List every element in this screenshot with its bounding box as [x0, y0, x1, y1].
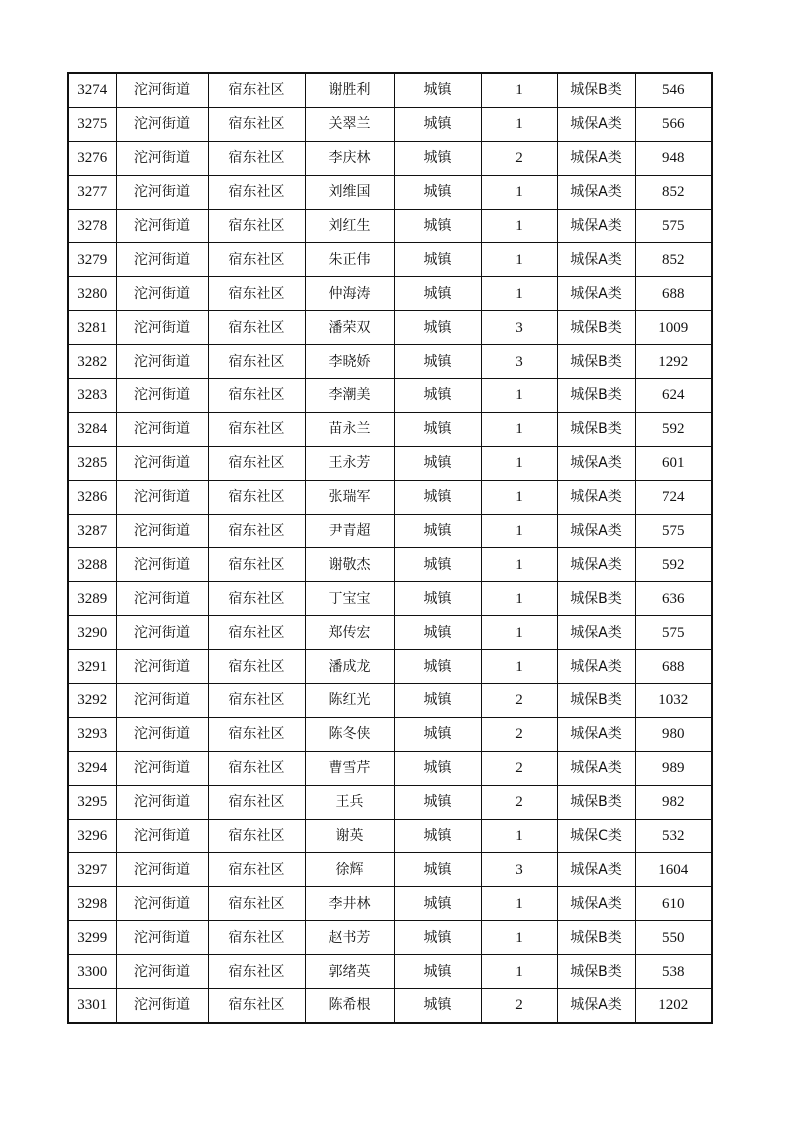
- cell-amount: 1202: [635, 989, 712, 1023]
- cell-insurance-category: 城保A类: [557, 141, 635, 175]
- cell-community: 宿东社区: [208, 480, 305, 514]
- cell-name: 李晓娇: [305, 345, 394, 379]
- cell-household-type: 城镇: [394, 107, 481, 141]
- cell-household-type: 城镇: [394, 785, 481, 819]
- cell-name: 尹青超: [305, 514, 394, 548]
- cell-community: 宿东社区: [208, 446, 305, 480]
- cell-street: 沱河街道: [116, 853, 208, 887]
- cell-street: 沱河街道: [116, 209, 208, 243]
- cell-serial-number: 3298: [68, 887, 116, 921]
- cell-serial-number: 3288: [68, 548, 116, 582]
- cell-member-count: 2: [481, 989, 557, 1023]
- cell-amount: 688: [635, 650, 712, 684]
- cell-name: 朱正伟: [305, 243, 394, 277]
- cell-community: 宿东社区: [208, 379, 305, 413]
- cell-household-type: 城镇: [394, 345, 481, 379]
- cell-household-type: 城镇: [394, 582, 481, 616]
- cell-member-count: 1: [481, 446, 557, 480]
- cell-household-type: 城镇: [394, 548, 481, 582]
- cell-community: 宿东社区: [208, 514, 305, 548]
- cell-serial-number: 3277: [68, 175, 116, 209]
- cell-household-type: 城镇: [394, 73, 481, 107]
- cell-street: 沱河街道: [116, 243, 208, 277]
- cell-street: 沱河街道: [116, 819, 208, 853]
- cell-member-count: 1: [481, 175, 557, 209]
- cell-name: 陈希根: [305, 989, 394, 1023]
- cell-insurance-category: 城保B类: [557, 921, 635, 955]
- cell-insurance-category: 城保A类: [557, 989, 635, 1023]
- cell-member-count: 1: [481, 582, 557, 616]
- cell-insurance-category: 城保A类: [557, 853, 635, 887]
- cell-insurance-category: 城保B类: [557, 955, 635, 989]
- cell-amount: 610: [635, 887, 712, 921]
- cell-insurance-category: 城保A类: [557, 480, 635, 514]
- cell-street: 沱河街道: [116, 107, 208, 141]
- cell-name: 李庆林: [305, 141, 394, 175]
- cell-household-type: 城镇: [394, 141, 481, 175]
- cell-member-count: 1: [481, 616, 557, 650]
- cell-amount: 1604: [635, 853, 712, 887]
- cell-street: 沱河街道: [116, 345, 208, 379]
- cell-amount: 550: [635, 921, 712, 955]
- table-row: [68, 209, 712, 243]
- cell-community: 宿东社区: [208, 175, 305, 209]
- cell-household-type: 城镇: [394, 243, 481, 277]
- cell-amount: 546: [635, 73, 712, 107]
- cell-insurance-category: 城保B类: [557, 73, 635, 107]
- cell-insurance-category: 城保B类: [557, 345, 635, 379]
- cell-serial-number: 3300: [68, 955, 116, 989]
- cell-name: 丁宝宝: [305, 582, 394, 616]
- table-row: [68, 955, 712, 989]
- table-row: [68, 785, 712, 819]
- cell-street: 沱河街道: [116, 548, 208, 582]
- table-row: [68, 514, 712, 548]
- cell-member-count: 1: [481, 921, 557, 955]
- cell-member-count: 1: [481, 887, 557, 921]
- table-row: [68, 73, 712, 107]
- cell-household-type: 城镇: [394, 209, 481, 243]
- cell-household-type: 城镇: [394, 684, 481, 718]
- cell-name: 李井林: [305, 887, 394, 921]
- cell-member-count: 2: [481, 141, 557, 175]
- cell-member-count: 1: [481, 73, 557, 107]
- cell-household-type: 城镇: [394, 887, 481, 921]
- cell-street: 沱河街道: [116, 175, 208, 209]
- cell-member-count: 2: [481, 684, 557, 718]
- cell-street: 沱河街道: [116, 480, 208, 514]
- cell-insurance-category: 城保B类: [557, 311, 635, 345]
- cell-community: 宿东社区: [208, 751, 305, 785]
- cell-amount: 601: [635, 446, 712, 480]
- cell-community: 宿东社区: [208, 107, 305, 141]
- cell-serial-number: 3281: [68, 311, 116, 345]
- cell-serial-number: 3274: [68, 73, 116, 107]
- cell-amount: 538: [635, 955, 712, 989]
- cell-street: 沱河街道: [116, 887, 208, 921]
- table-row: [68, 853, 712, 887]
- cell-member-count: 1: [481, 955, 557, 989]
- cell-street: 沱河街道: [116, 73, 208, 107]
- cell-amount: 948: [635, 141, 712, 175]
- cell-serial-number: 3284: [68, 412, 116, 446]
- cell-insurance-category: 城保A类: [557, 548, 635, 582]
- table-row: [68, 311, 712, 345]
- cell-community: 宿东社区: [208, 73, 305, 107]
- cell-name: 陈红光: [305, 684, 394, 718]
- cell-insurance-category: 城保A类: [557, 175, 635, 209]
- cell-name: 潘成龙: [305, 650, 394, 684]
- cell-serial-number: 3287: [68, 514, 116, 548]
- cell-community: 宿东社区: [208, 717, 305, 751]
- cell-community: 宿东社区: [208, 853, 305, 887]
- cell-community: 宿东社区: [208, 887, 305, 921]
- cell-name: 刘红生: [305, 209, 394, 243]
- cell-community: 宿东社区: [208, 277, 305, 311]
- cell-household-type: 城镇: [394, 514, 481, 548]
- cell-name: 王兵: [305, 785, 394, 819]
- cell-amount: 980: [635, 717, 712, 751]
- table-row: [68, 684, 712, 718]
- cell-name: 张瑞军: [305, 480, 394, 514]
- cell-community: 宿东社区: [208, 921, 305, 955]
- cell-serial-number: 3290: [68, 616, 116, 650]
- table-row: [68, 107, 712, 141]
- cell-household-type: 城镇: [394, 277, 481, 311]
- table-row: [68, 819, 712, 853]
- cell-member-count: 1: [481, 209, 557, 243]
- cell-serial-number: 3285: [68, 446, 116, 480]
- cell-household-type: 城镇: [394, 412, 481, 446]
- cell-street: 沱河街道: [116, 311, 208, 345]
- cell-amount: 688: [635, 277, 712, 311]
- cell-member-count: 1: [481, 412, 557, 446]
- cell-street: 沱河街道: [116, 989, 208, 1023]
- cell-name: 刘维国: [305, 175, 394, 209]
- cell-street: 沱河街道: [116, 379, 208, 413]
- cell-amount: 852: [635, 175, 712, 209]
- cell-insurance-category: 城保A类: [557, 446, 635, 480]
- cell-member-count: 2: [481, 717, 557, 751]
- cell-insurance-category: 城保A类: [557, 887, 635, 921]
- cell-street: 沱河街道: [116, 616, 208, 650]
- cell-amount: 575: [635, 616, 712, 650]
- roster-table-body: [68, 73, 712, 1023]
- table-row: [68, 412, 712, 446]
- table-row: [68, 446, 712, 480]
- cell-member-count: 1: [481, 277, 557, 311]
- cell-community: 宿东社区: [208, 989, 305, 1023]
- cell-member-count: 1: [481, 243, 557, 277]
- cell-serial-number: 3295: [68, 785, 116, 819]
- cell-serial-number: 3276: [68, 141, 116, 175]
- table-row: [68, 480, 712, 514]
- cell-household-type: 城镇: [394, 921, 481, 955]
- cell-street: 沱河街道: [116, 684, 208, 718]
- cell-community: 宿东社区: [208, 209, 305, 243]
- cell-community: 宿东社区: [208, 819, 305, 853]
- cell-street: 沱河街道: [116, 717, 208, 751]
- cell-household-type: 城镇: [394, 853, 481, 887]
- cell-insurance-category: 城保B类: [557, 582, 635, 616]
- cell-community: 宿东社区: [208, 412, 305, 446]
- cell-member-count: 2: [481, 785, 557, 819]
- cell-street: 沱河街道: [116, 650, 208, 684]
- cell-street: 沱河街道: [116, 514, 208, 548]
- cell-insurance-category: 城保C类: [557, 819, 635, 853]
- cell-serial-number: 3293: [68, 717, 116, 751]
- cell-serial-number: 3275: [68, 107, 116, 141]
- cell-street: 沱河街道: [116, 277, 208, 311]
- roster-table: [67, 72, 713, 1024]
- cell-household-type: 城镇: [394, 717, 481, 751]
- cell-insurance-category: 城保A类: [557, 616, 635, 650]
- cell-serial-number: 3301: [68, 989, 116, 1023]
- table-row: [68, 650, 712, 684]
- cell-community: 宿东社区: [208, 311, 305, 345]
- cell-insurance-category: 城保B类: [557, 379, 635, 413]
- cell-amount: 1009: [635, 311, 712, 345]
- table-row: [68, 751, 712, 785]
- table-row: [68, 277, 712, 311]
- table-row: [68, 175, 712, 209]
- cell-name: 陈冬侠: [305, 717, 394, 751]
- cell-serial-number: 3278: [68, 209, 116, 243]
- table-row: [68, 887, 712, 921]
- cell-amount: 852: [635, 243, 712, 277]
- cell-community: 宿东社区: [208, 650, 305, 684]
- cell-serial-number: 3286: [68, 480, 116, 514]
- table-row: [68, 243, 712, 277]
- cell-serial-number: 3297: [68, 853, 116, 887]
- cell-member-count: 1: [481, 548, 557, 582]
- cell-household-type: 城镇: [394, 311, 481, 345]
- table-row: [68, 921, 712, 955]
- cell-community: 宿东社区: [208, 243, 305, 277]
- cell-serial-number: 3296: [68, 819, 116, 853]
- cell-community: 宿东社区: [208, 345, 305, 379]
- table-row: [68, 989, 712, 1023]
- cell-community: 宿东社区: [208, 548, 305, 582]
- cell-insurance-category: 城保A类: [557, 717, 635, 751]
- cell-amount: 592: [635, 548, 712, 582]
- cell-serial-number: 3294: [68, 751, 116, 785]
- cell-member-count: 3: [481, 311, 557, 345]
- table-row: [68, 582, 712, 616]
- table-row: [68, 345, 712, 379]
- cell-amount: 1292: [635, 345, 712, 379]
- cell-member-count: 2: [481, 751, 557, 785]
- cell-household-type: 城镇: [394, 650, 481, 684]
- cell-name: 谢敬杰: [305, 548, 394, 582]
- cell-serial-number: 3280: [68, 277, 116, 311]
- cell-household-type: 城镇: [394, 175, 481, 209]
- cell-name: 关翠兰: [305, 107, 394, 141]
- cell-insurance-category: 城保A类: [557, 243, 635, 277]
- cell-insurance-category: 城保B类: [557, 785, 635, 819]
- cell-serial-number: 3299: [68, 921, 116, 955]
- cell-street: 沱河街道: [116, 446, 208, 480]
- cell-name: 苗永兰: [305, 412, 394, 446]
- table-row: [68, 548, 712, 582]
- cell-member-count: 1: [481, 107, 557, 141]
- cell-amount: 1032: [635, 684, 712, 718]
- cell-name: 赵书芳: [305, 921, 394, 955]
- cell-serial-number: 3289: [68, 582, 116, 616]
- cell-member-count: 1: [481, 650, 557, 684]
- cell-name: 谢英: [305, 819, 394, 853]
- cell-household-type: 城镇: [394, 955, 481, 989]
- cell-street: 沱河街道: [116, 141, 208, 175]
- cell-insurance-category: 城保B类: [557, 412, 635, 446]
- cell-household-type: 城镇: [394, 446, 481, 480]
- cell-community: 宿东社区: [208, 141, 305, 175]
- cell-community: 宿东社区: [208, 684, 305, 718]
- cell-household-type: 城镇: [394, 379, 481, 413]
- cell-name: 曹雪芹: [305, 751, 394, 785]
- table-row: [68, 717, 712, 751]
- cell-name: 郭绪英: [305, 955, 394, 989]
- cell-serial-number: 3279: [68, 243, 116, 277]
- cell-amount: 636: [635, 582, 712, 616]
- cell-name: 王永芳: [305, 446, 394, 480]
- cell-insurance-category: 城保A类: [557, 277, 635, 311]
- cell-serial-number: 3283: [68, 379, 116, 413]
- cell-community: 宿东社区: [208, 785, 305, 819]
- table-row: [68, 141, 712, 175]
- cell-name: 谢胜利: [305, 73, 394, 107]
- cell-amount: 592: [635, 412, 712, 446]
- cell-community: 宿东社区: [208, 955, 305, 989]
- cell-amount: 575: [635, 209, 712, 243]
- cell-amount: 982: [635, 785, 712, 819]
- cell-serial-number: 3292: [68, 684, 116, 718]
- cell-community: 宿东社区: [208, 582, 305, 616]
- cell-member-count: 3: [481, 345, 557, 379]
- table-row: [68, 616, 712, 650]
- cell-community: 宿东社区: [208, 616, 305, 650]
- table-row: [68, 379, 712, 413]
- cell-household-type: 城镇: [394, 480, 481, 514]
- cell-serial-number: 3282: [68, 345, 116, 379]
- cell-household-type: 城镇: [394, 989, 481, 1023]
- cell-household-type: 城镇: [394, 616, 481, 650]
- cell-insurance-category: 城保A类: [557, 650, 635, 684]
- cell-name: 仲海涛: [305, 277, 394, 311]
- cell-member-count: 1: [481, 379, 557, 413]
- cell-household-type: 城镇: [394, 819, 481, 853]
- cell-amount: 989: [635, 751, 712, 785]
- cell-amount: 624: [635, 379, 712, 413]
- cell-amount: 575: [635, 514, 712, 548]
- cell-member-count: 3: [481, 853, 557, 887]
- cell-member-count: 1: [481, 480, 557, 514]
- cell-name: 郑传宏: [305, 616, 394, 650]
- cell-street: 沱河街道: [116, 921, 208, 955]
- cell-serial-number: 3291: [68, 650, 116, 684]
- cell-name: 徐辉: [305, 853, 394, 887]
- cell-street: 沱河街道: [116, 955, 208, 989]
- cell-insurance-category: 城保A类: [557, 209, 635, 243]
- cell-street: 沱河街道: [116, 785, 208, 819]
- cell-amount: 724: [635, 480, 712, 514]
- cell-member-count: 1: [481, 514, 557, 548]
- cell-insurance-category: 城保A类: [557, 751, 635, 785]
- cell-name: 李潮美: [305, 379, 394, 413]
- cell-street: 沱河街道: [116, 751, 208, 785]
- cell-household-type: 城镇: [394, 751, 481, 785]
- cell-name: 潘荣双: [305, 311, 394, 345]
- cell-member-count: 1: [481, 819, 557, 853]
- cell-insurance-category: 城保B类: [557, 684, 635, 718]
- cell-street: 沱河街道: [116, 582, 208, 616]
- cell-insurance-category: 城保A类: [557, 107, 635, 141]
- cell-amount: 532: [635, 819, 712, 853]
- cell-amount: 566: [635, 107, 712, 141]
- cell-street: 沱河街道: [116, 412, 208, 446]
- cell-insurance-category: 城保A类: [557, 514, 635, 548]
